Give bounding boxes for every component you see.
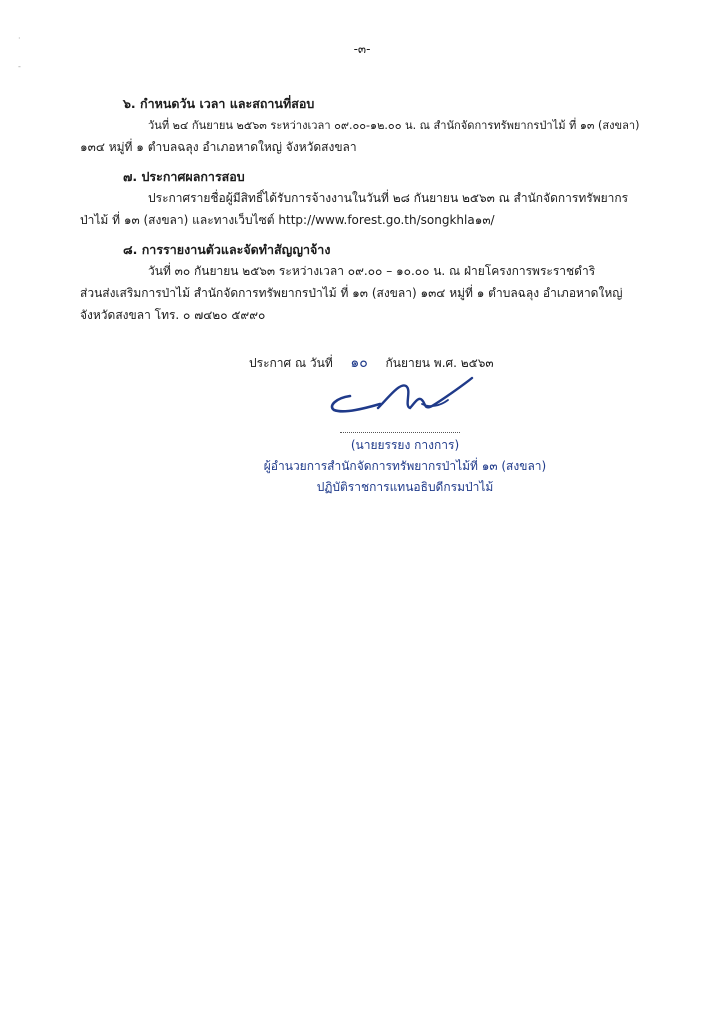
signatory-title: ผู้อำนวยการสำนักจัดการทรัพยากรป่าไม้ที่ ๑๓ (สงขลา) [263,459,547,473]
section-7-line-2: ป่าไม้ ที่ ๑๓ (สงขลา) และทางเว็บไซต์ http://www.forest.go.th/songkhla๑๓/ [80,213,495,227]
announcement-month-year: กันยายน พ.ศ. ๒๕๖๓ [385,356,494,370]
section-6-heading: ๖. กำหนดวัน เวลา และสถานที่สอบ [123,96,315,111]
scan-specks: · - [18,34,21,71]
announcement-day: ๑๐ [350,355,368,371]
handwritten-signature [322,368,482,428]
section-6-line-1: วันที่ ๒๔ กันยายน ๒๕๖๓ ระหว่างเวลา ๐๙.๐๐-๑๒.๐๐ น. ณ สำนักจัดการทรัพยากรป่าไม้ ที่ ๑๓ (สงขลา) [148,119,640,132]
section-6-line-2: ๑๓๔ หมู่ที่ ๑ ตำบลฉลุง อำเภอหาดใหญ่ จังหวัดสงขลา [80,140,357,154]
section-8-heading: ๘. การรายงานตัวและจัดทำสัญญาจ้าง [123,242,331,257]
signature-dotted-line [340,432,460,433]
signatory-acting-title: ปฏิบัติราชการแทนอธิบดีกรมป่าไม้ [316,480,494,494]
section-8-line-1: วันที่ ๓๐ กันยายน ๒๕๖๓ ระหว่างเวลา ๐๙.๐๐ – ๑๐.๐๐ น. ณ ฝ่ายโครงการพระราชดำริ [148,264,596,278]
page-number: -๓- [353,42,371,56]
signatory-name: (นายยรรยง กางการ) [350,438,460,452]
announcement-prefix: ประกาศ ณ วันที่ [249,356,333,370]
section-7-line-1: ประกาศรายชื่อผู้มีสิทธิ์ได้รับการจ้างงานในวันที่ ๒๘ กันยายน ๒๕๖๓ ณ สำนักจัดการทรัพยากร [148,191,629,205]
section-7-heading: ๗. ประกาศผลการสอบ [123,169,245,184]
section-8-line-3: จังหวัดสงขลา โทร. ๐ ๗๔๒๐ ๕๙๙๐ [80,308,266,322]
section-8-line-2: ส่วนส่งเสริมการป่าไม้ สำนักจัดการทรัพยากรป่าไม้ ที่ ๑๓ (สงขลา) ๑๓๔ หมู่ที่ ๑ ตำบลฉลุง อำเภอหาดใหญ่ [80,286,623,300]
